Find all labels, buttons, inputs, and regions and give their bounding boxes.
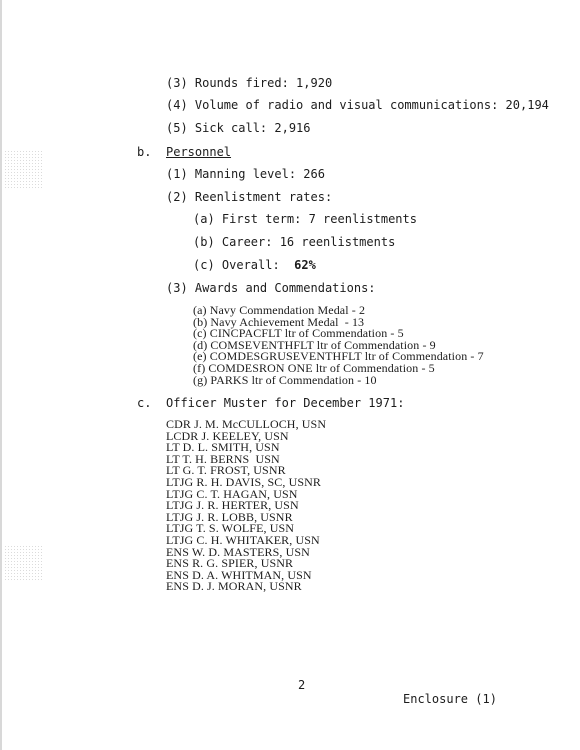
officer-entry: LTJG C. T. HAGAN, USN (166, 486, 298, 501)
scan-edge (0, 0, 2, 750)
reenlistment-overall (193, 258, 316, 272)
award-item: (e) COMDESGRUSEVENTHFLT ltr of Commendation - 7 (193, 349, 484, 364)
manning-level: (1) Manning level: 266 (166, 167, 325, 181)
officer-entry: ENS D. A. WHITMAN, USN (166, 567, 312, 582)
officer-entry: LT T. H. BERNS USN (166, 451, 280, 466)
stat-rounds-fired: (3) Rounds fired: 1,920 (166, 76, 333, 90)
officer-entry: CDR J. M. McCULLOCH, USN (166, 417, 327, 431)
award-item: (d) COMSEVENTHFLT ltr of Commendation - 9 (193, 337, 436, 352)
scan-noise (4, 150, 44, 190)
award-item: (g) PARKS ltr of Commendation - 10 (193, 372, 377, 387)
award-item: (b) Navy Achievement Medal - 13 (193, 314, 365, 329)
officer-entry: LTJG J. R. LOBB, USNR (166, 509, 293, 524)
officer-entry: LT G. T. FROST, USNR (166, 463, 286, 478)
officer-entry: LCDR J. KEELEY, USN (166, 428, 289, 443)
officer-entry: LT D. L. SMITH, USN (166, 440, 280, 455)
officer-entry: ENS D. J. MORAN, USNR (166, 579, 302, 594)
page-number: 2 (298, 678, 306, 692)
reenlistment-heading: (2) Reenlistment rates: (166, 190, 333, 204)
officer-entry: LTJG C. H. WHITAKER, USN (166, 533, 320, 547)
awards-heading: (3) Awards and Commendations: (166, 281, 376, 295)
officer-entry: ENS W. D. MASTERS, USN (166, 544, 310, 559)
reenlistment-first-term: (a) First term: 7 reenlistments (193, 212, 417, 226)
enclosure-label: Enclosure (1) (403, 692, 497, 706)
officer-entry: ENS R. G. SPIER, USNR (166, 556, 294, 571)
section-heading-officer-muster: Officer Muster for December 1971: (166, 396, 405, 410)
reenlistment-career: (b) Career: 16 reenlistments (193, 235, 396, 249)
stat-communications: (4) Volume of radio and visual communications: 20,194 (166, 98, 549, 112)
reenlistment-overall-value: 62% (294, 258, 316, 272)
award-item: (c) CINCPACFLT ltr of Commendation - 5 (193, 326, 404, 341)
officer-entry: LTJG T. S. WOLFE, USN (166, 521, 295, 536)
officer-entry: LTJG J. R. HERTER, USN (166, 498, 299, 513)
scan-noise (4, 545, 44, 580)
award-item: (f) COMDESRON ONE ltr of Commendation - 5 (193, 361, 435, 375)
section-letter-b: b. (137, 145, 152, 159)
stat-sick-call: (5) Sick call: 2,916 (166, 121, 311, 135)
officer-entry: LTJG R. H. DAVIS, SC, USNR (166, 475, 321, 489)
section-letter-c: c. (137, 396, 152, 410)
section-heading-personnel: Personnel (166, 145, 232, 159)
reenlistment-overall-label: (c) Overall: (193, 258, 287, 272)
award-item: (a) Navy Commendation Medal - 2 (193, 303, 366, 317)
